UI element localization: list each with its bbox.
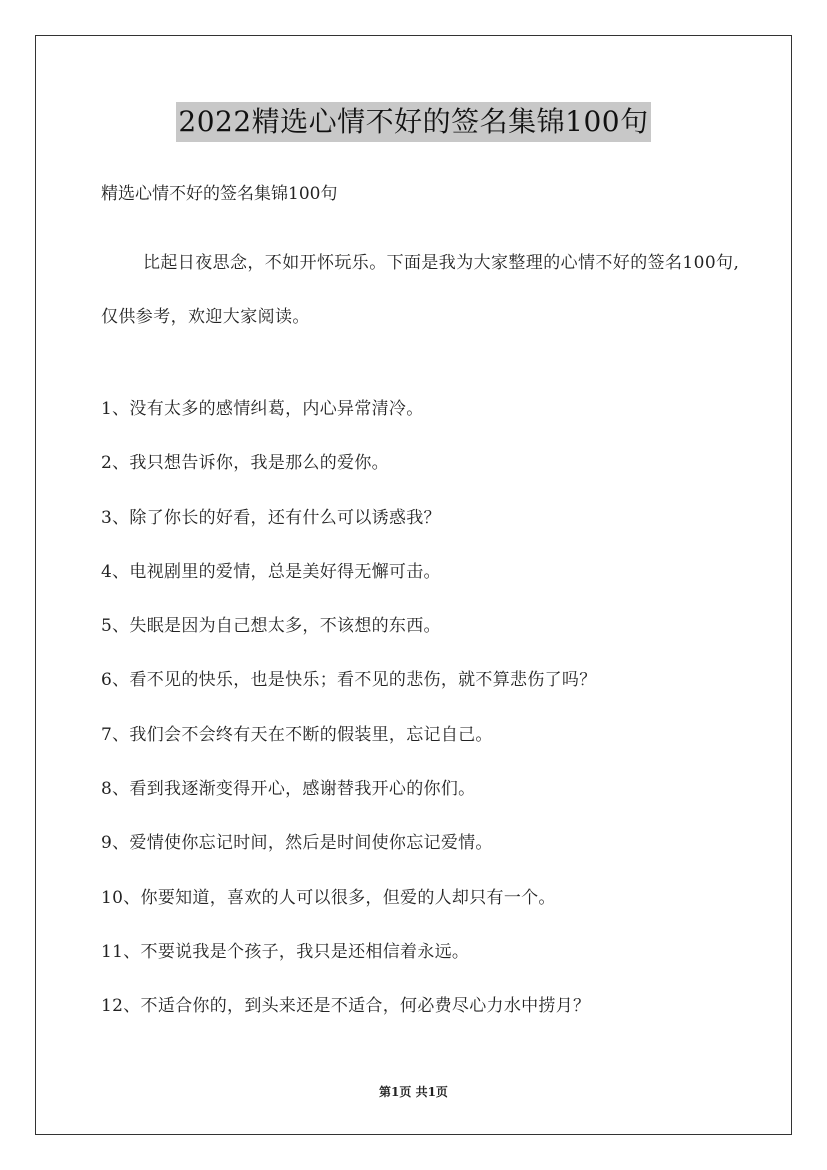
list-item: 12、不适合你的，到头来还是不适合，何必费尽心力水中捞月？ — [101, 996, 591, 1017]
list-item: 6、看不见的快乐，也是快乐；看不见的悲伤，就不算悲伤了吗？ — [101, 670, 597, 691]
page-footer: 第1页 共1页 — [379, 1085, 448, 1099]
list-item: 11、不要说我是个孩子，我只是还相信着永远。 — [101, 941, 470, 962]
list-item: 10、你要知道，喜欢的人可以很多，但爱的人却只有一个。 — [101, 887, 556, 908]
document-title: 2022精选心情不好的签名集锦100句 — [176, 102, 650, 142]
list-item: 9、爱情使你忘记时间，然后是时间使你忘记爱情。 — [101, 833, 493, 854]
sentence-list — [101, 396, 597, 1048]
list-item: 8、看到我逐渐变得开心，感谢替我开心的你们。 — [101, 779, 476, 800]
list-item: 1、没有太多的感情纠葛，内心异常清冷。 — [101, 399, 424, 419]
list-item: 2、我只想告诉你，我是那么的爱你。 — [101, 453, 389, 474]
intro-paragraph: 比起日夜思念，不如开怀玩乐。下面是我为大家整理的心情不好的签名100句,仅供参考，欢迎大家阅读。 — [101, 253, 740, 327]
document-subtitle: 精选心情不好的签名集锦100句 — [101, 184, 338, 204]
list-item: 5、失眠是因为自己想太多，不该想的东西。 — [101, 616, 441, 637]
list-item: 7、我们会不会终有天在不断的假装里，忘记自己。 — [101, 724, 493, 745]
list-item: 3、除了你长的好看，还有什么可以诱惑我？ — [101, 507, 441, 528]
title-container — [0, 102, 827, 142]
list-item: 4、电视剧里的爱情，总是美好得无懈可击。 — [101, 561, 441, 582]
